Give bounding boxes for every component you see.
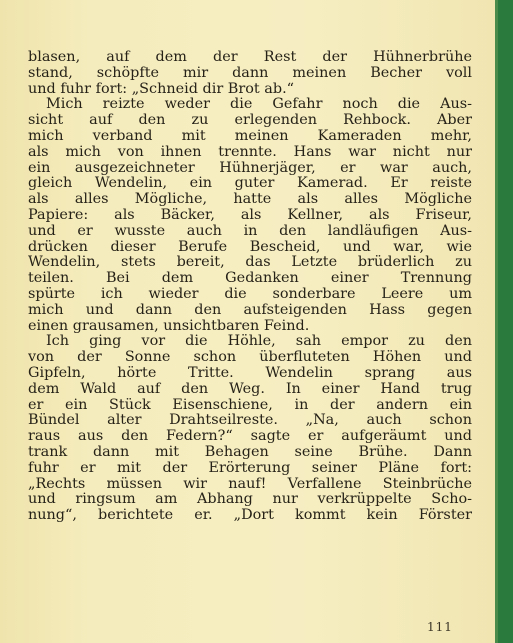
text-line: „Rechts müssen wir nauf! Verfallene Steinbrüche [28, 476, 472, 492]
text-line: einen grausamen, unsichtbaren Feind. [28, 318, 310, 334]
text-line: raus aus den Federn?“ sagte er aufgeräumt und [28, 429, 472, 445]
text-line: Mich reizte weder die Gefahr noch die Aus- [46, 97, 472, 113]
text-line: Ich ging vor die Höhle, sah empor zu den [46, 334, 472, 350]
text-line: und fuhr fort: „Schneid dir Brot ab.“ [28, 81, 294, 97]
page-number: 111 [427, 620, 453, 634]
text-line: blasen, auf dem der Rest der Hühnerbrühe [28, 50, 472, 65]
text-line: als alles Mögliche, hatte als alles Mögliche [28, 192, 472, 208]
text-line: drücken dieser Berufe Bescheid, und war, wie [28, 239, 472, 255]
text-line: Bündel alter Drahtseilreste. „Na, auch schon [28, 413, 472, 429]
text-line: Papiere: als Bäcker, als Kellner, als Friseur, [28, 207, 472, 223]
page-edge-line [495, 0, 498, 643]
text-line: spürte ich wieder die sonderbare Leere um [28, 286, 472, 302]
text-line: fuhr er mit der Erörterung seiner Pläne fort: [28, 460, 472, 476]
text-line: ein ausgezeichneter Hühnerjäger, er war auch, [28, 160, 472, 176]
text-line: gleich Wendelin, ein guter Kamerad. Er reiste [28, 176, 472, 192]
text-line: trank dann mit Behagen seine Brühe. Dann [28, 444, 472, 460]
text-line: mich und dann den aufsteigenden Hass gegen [28, 302, 472, 318]
body-text [28, 50, 472, 524]
text-line: Wendelin, stets bereit, das Letzte brüderlich zu [28, 255, 472, 271]
text-line: teilen. Bei dem Gedanken einer Trennung [28, 271, 472, 287]
text-line: als mich von ihnen trennte. Hans war nicht nur [28, 144, 472, 160]
text-line: mich verband mit meinen Kameraden mehr, [28, 128, 472, 144]
text-line: sicht auf den zu erlegenden Rehbock. Aber [28, 113, 472, 129]
text-line: Gipfeln, hörte Tritte. Wendelin sprang aus [28, 365, 472, 381]
text-line: und ringsum am Abhang nur verkrüppelte Scho- [28, 492, 472, 508]
text-line: nung“, berichtete er. „Dort kommt kein Förster [28, 508, 472, 524]
text-line: stand, schöpfte mir dann meinen Becher voll [28, 65, 472, 81]
text-line: er ein Stück Eisenschiene, in der andern ein [28, 397, 472, 413]
text-line: und er wusste auch in den landläufigen Aus- [28, 223, 472, 239]
text-line: dem Wald auf den Weg. In einer Hand trug [28, 381, 472, 397]
text-line: von der Sonne schon überfluteten Höhen und [28, 350, 472, 366]
